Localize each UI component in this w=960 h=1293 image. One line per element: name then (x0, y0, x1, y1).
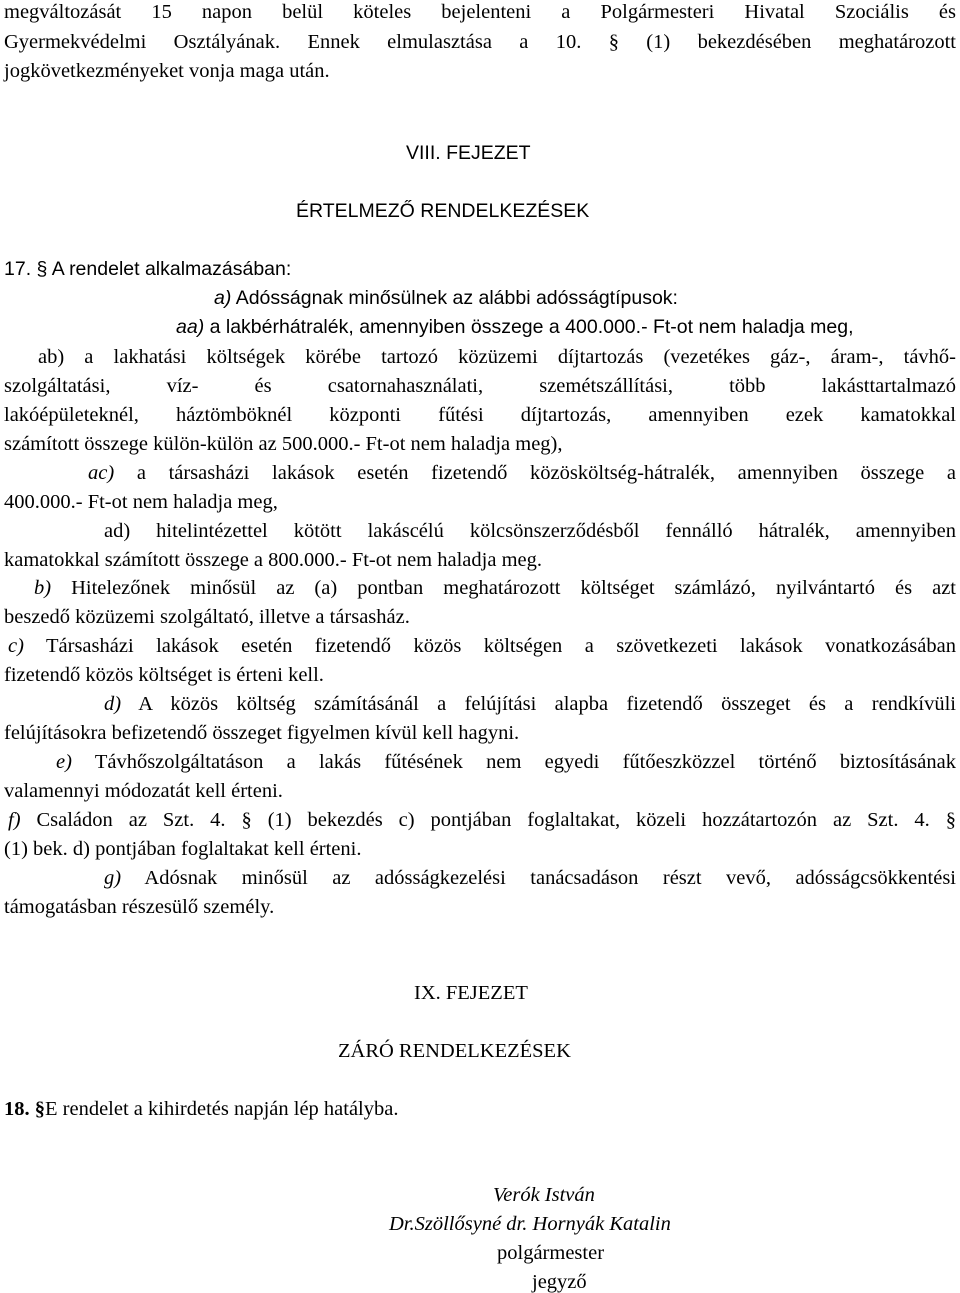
item-label: e) (56, 751, 72, 773)
list-item-ad-cont: kamatokkal számított összege a 800.000.- Ft-ot nem haladja meg. (4, 549, 542, 571)
list-item-ad: ad) hitelintézettel kötött lakáscélú kölcsönszerződésből fennálló hátralék, amennyiben (104, 520, 956, 542)
section-heading-text: A rendelet alkalmazásában: (51, 258, 292, 280)
list-item-f-cont: (1) bek. d) pontjában foglaltakat kell érteni. (4, 838, 362, 860)
item-label: c) (8, 635, 24, 657)
item-label: f) (8, 809, 21, 831)
item-text: Társasházi lakások esetén fizetendő közös költségen a szövetkezeti lakások vonatkozásában (46, 635, 956, 657)
section-number: 17. § (4, 258, 48, 280)
list-item-g (104, 868, 956, 889)
item-label: aa) (176, 316, 205, 338)
list-item-ab-cont: szolgáltatási, víz- és csatornahasználati, szemétszállítási, több lakásttartalmazó (4, 375, 956, 397)
list-item-f (8, 810, 956, 831)
item-label: b) (34, 577, 52, 599)
item-text: Távhőszolgáltatáson a lakás fűtésének nem egyedi fűtőeszközzel történő biztosításának (94, 751, 956, 773)
item-label: ac) (88, 462, 115, 484)
chapter-number: IX. FEJEZET (414, 982, 528, 1004)
list-item-e (56, 752, 956, 773)
paragraph-line: jogkövetkezményeket vonja maga után. (4, 60, 330, 82)
item-text: Családon az Szt. 4. § (1) bekezdés c) pontjában foglaltakat, közeli hozzátartozón az Szt. 4. § (36, 809, 956, 831)
signature-role-notary: jegyző (532, 1271, 587, 1293)
list-item-aa (176, 318, 854, 338)
list-item-ab-cont: számított összege külön-külön az 500.000.- Ft-ot nem haladja meg), (4, 433, 563, 455)
item-text: Adósnak minősül az adósságkezelési tanácsadáson részt vevő, adósságcsökkentési (144, 867, 956, 889)
section-text: E rendelet a kihirdetés napján lép hatályba. (45, 1098, 399, 1120)
signature-name-mayor: Verók István (493, 1184, 595, 1206)
item-text: Hitelezőnek minősül az (a) pontban meghatározott költséget számlázó, nyilvántartó és azt (71, 577, 956, 599)
section-heading (4, 1099, 398, 1120)
paragraph-line: Gyermekvédelmi Osztályának. Ennek elmulasztása a 10. § (1) bekezdésében meghatározott (4, 31, 956, 53)
list-item-d-cont: felújításokra befizetendő összeget figyelmen kívül kell hagyni. (4, 722, 520, 744)
item-text: A közös költség számításánál a felújítási alapba fizetendő összeget és a rendkívüli (138, 693, 956, 715)
list-item-ac-cont: 400.000.- Ft-ot nem haladja meg, (4, 491, 278, 513)
list-item-c-cont: fizetendő közös költséget is érteni kell. (4, 664, 324, 686)
section-number: 18. § (4, 1098, 45, 1120)
item-text: a lakbérhátralék, amennyiben összege a 400.000.- Ft-ot nem haladja meg, (209, 316, 854, 338)
list-item-d (104, 694, 956, 715)
list-item-ac (88, 463, 956, 484)
chapter-title: ZÁRÓ RENDELKEZÉSEK (338, 1040, 571, 1062)
list-item-e-cont: valamennyi módozatát kell érteni. (4, 780, 283, 802)
signature-role-mayor: polgármester (497, 1242, 605, 1264)
item-text: a társasházi lakások esetén fizetendő közösköltség-hátralék, amennyiben összege a (136, 462, 956, 484)
item-text: Adósságnak minősülnek az alábbi adósságtípusok: (235, 287, 678, 309)
list-item-a (214, 289, 678, 309)
chapter-title: ÉRTELMEZŐ RENDELKEZÉSEK (296, 200, 590, 222)
signature-name-notary: Dr.Szöllősyné dr. Hornyák Katalin (389, 1213, 671, 1235)
list-item-g-cont: támogatásban részesülő személy. (4, 896, 275, 918)
list-item-ab: ab) a lakhatási költségek körébe tartozó közüzemi díjtartozás (vezetékes gáz-, áram-, távhő- (38, 346, 956, 368)
list-item-ab-cont: lakóépületeknél, háztömböknél központi fűtési díjtartozás, amennyiben ezek kamatokkal (4, 404, 956, 426)
item-label: a) (214, 287, 232, 309)
list-item-c (8, 636, 956, 657)
chapter-number: VIII. FEJEZET (406, 142, 531, 164)
list-item-b-cont: beszedő közüzemi szolgáltató, illetve a társasház. (4, 606, 410, 628)
section-heading (4, 260, 291, 280)
paragraph-line: megváltozását 15 napon belül köteles bejelenteni a Polgármesteri Hivatal Szociális és (4, 1, 956, 23)
item-label: d) (104, 693, 122, 715)
list-item-b (34, 578, 956, 599)
item-label: g) (104, 867, 122, 889)
